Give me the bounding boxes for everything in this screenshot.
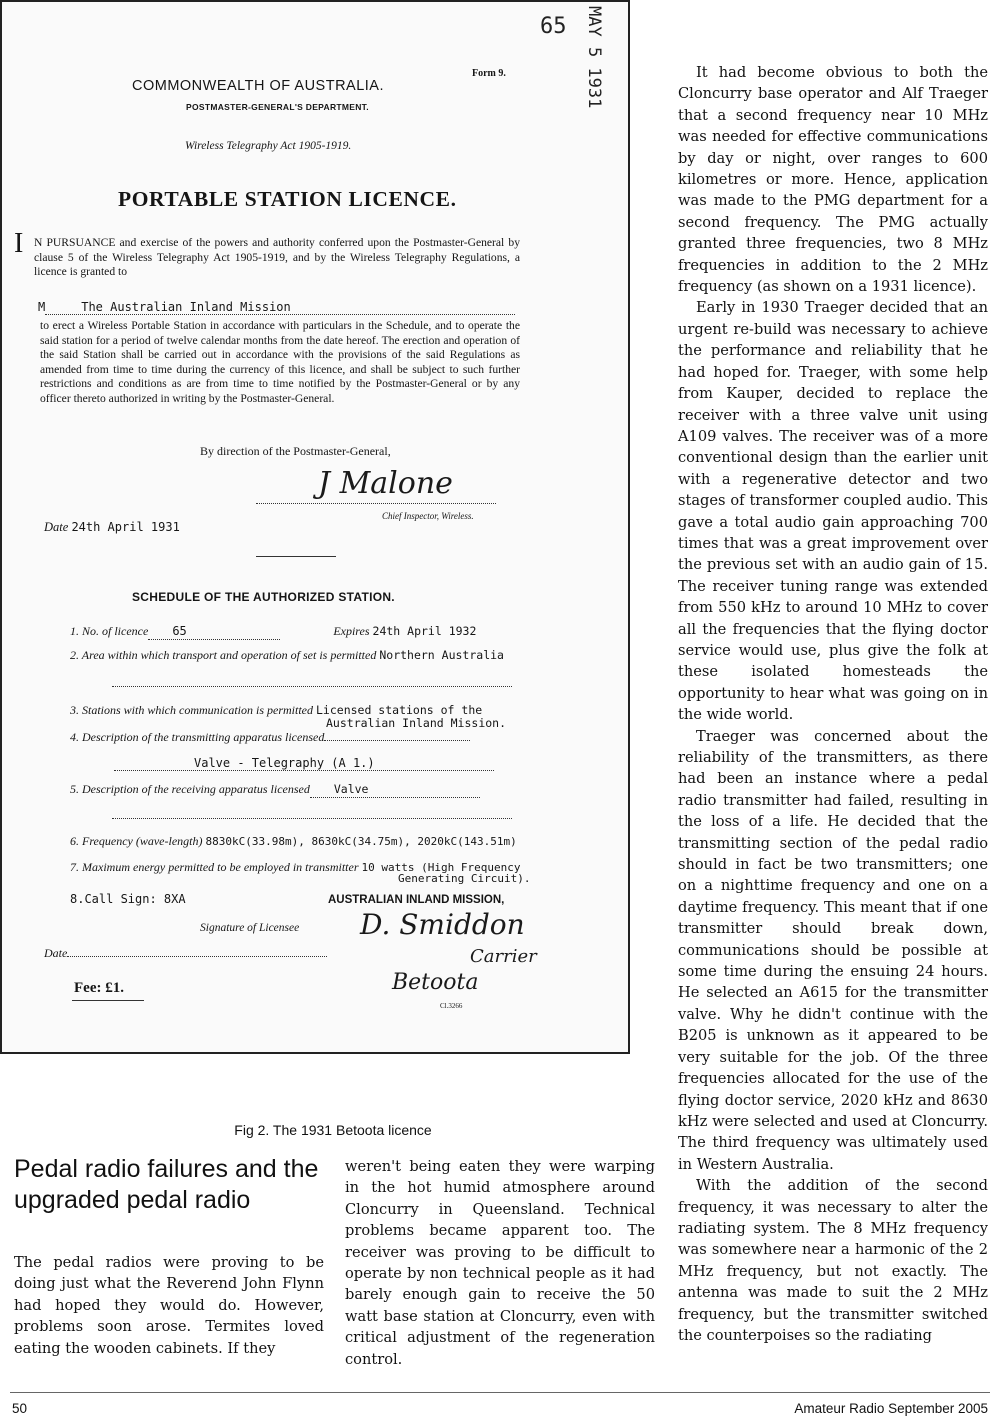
page-number: 50 — [12, 1401, 28, 1416]
grantee-prefix: M — [38, 300, 46, 314]
stamp-date: MAY 5 1931 — [584, 6, 604, 109]
intro-dropcap: I — [14, 228, 24, 259]
footer-rule — [10, 1392, 990, 1393]
s3-label: 3. Stations with which communication is permitted — [70, 703, 313, 717]
form-number: Form 9. — [472, 68, 506, 79]
s5-blank-line — [112, 818, 512, 819]
schedule-item-6 — [70, 834, 517, 849]
intro-text: N PURSUANCE and exercise of the powers and authority conferred upon the Postmaster-General by clause 5 of the Wireless Telegraphy Act 1905-1919, and by the Wireless Telegraphy Regulations, a licence is granted to — [34, 236, 520, 279]
s5-label: 5. Description of the receiving apparatus licensed — [70, 782, 310, 796]
schedule-item-5 — [70, 782, 480, 798]
department-heading: POSTMASTER-GENERAL'S DEPARTMENT. — [186, 102, 369, 112]
divider — [256, 556, 336, 557]
s4-value-row — [114, 756, 494, 771]
licence-figure — [0, 0, 630, 1054]
col2-paragraph: weren't being eaten they were warping in the hot humid atmosphere around Cloncurry in Queensland. Technical problems became apparent too. The receiver was proving to be difficult to operate by non technical people as it had barely enough gain to receive the 50 watt base station at Cloncurry, even with critical adjustment of the regeneration control. — [345, 1158, 655, 1368]
column-1 — [14, 1252, 324, 1359]
col3-paragraph-4: With the addition of the second frequency, it was necessary to alter the radiating system. The 8 MHz frequency was somewhere near a harmonic of the 2 MHz frequency, but not exactly. The antenna was made to suit the 2 MHz frequency, but the transmitter switched the counterpoises so the radiating — [678, 1177, 988, 1344]
licensee-date-field — [67, 956, 327, 957]
col3-paragraph-2: Early in 1930 Traeger decided that an urgent re-build was necessary to achieve the performance and reliability that he had hoped for. Traeger, with some help from Kauper, decided to replace the receiver with a three valve unit using A109 valves. The receiver was of a more conventional design than the earlier unit with a regenerative detector and two stages of transformer coupled audio. This gave a total audio gain approaching 700 times that was a great improvement over the previous set with an audio gain of 15. The receiver tuning range was extended from 550 kHz to around 10 MHz to cover all the frequencies that the flying doctor service would use, plus give the folk at these isolated homesteads the opportunity to hear what was going on in the wide world. — [678, 299, 988, 724]
licence-terms: to erect a Wireless Portable Station in accordance with particulars in the Schedule, and to operate the said station for a period of twelve calendar months from the date hereof. The erection and operation of the said Station shall be carried out in accordance with the provisions of the said Regulations as amended from time to time during the currency of this licence, and shall be subject to such further restrictions and conditions as are from time to time notified by the Postmaster-General or by any officer thereto authorized in writing by the Postmaster-General. — [40, 319, 520, 405]
licensee-signature-role: Carrier — [470, 946, 537, 967]
licence-date-row — [44, 520, 180, 535]
licensee-date-label: Date — [44, 946, 68, 960]
inspector-title: Chief Inspector, Wireless. — [382, 511, 474, 521]
licence-date-label: Date — [44, 520, 69, 534]
schedule-item-1 — [70, 624, 476, 640]
col1-paragraph: The pedal radios were proving to be doing just what the Reverend John Flynn had hoped they would do. However, problems soon arose. Termites loved eating the wooden cabinets. If they — [14, 1254, 324, 1357]
place-signature: Betoota — [392, 970, 479, 995]
licensee-label: Signature of Licensee — [200, 922, 300, 934]
article-headline: Pedal radio failures and the upgraded pedal radio — [14, 1155, 319, 1214]
grantee-line — [38, 300, 515, 315]
grantee-field — [45, 300, 515, 315]
schedule-item-2 — [70, 648, 504, 663]
s5-value: Valve — [333, 782, 369, 796]
licence-date-value: 24th April 1931 — [71, 520, 180, 534]
inspector-signature: J Malone — [318, 466, 453, 501]
s4-label: 4. Description of the transmitting apparatus licensed — [70, 730, 325, 744]
s7-value-1: 10 watts (High Frequency — [361, 861, 521, 874]
licensee-signature: D. Smiddon — [360, 908, 525, 941]
mission-name: AUSTRALIAN INLAND MISSION, — [328, 894, 505, 906]
direction-line: By direction of the Postmaster-General, — [200, 444, 391, 458]
s4-value: Valve - Telegraphy (A 1.) — [194, 756, 375, 770]
act-heading: Wireless Telegraphy Act 1905-1919. — [185, 140, 352, 152]
s1-value: 65 — [172, 624, 187, 638]
s2-blank-line — [112, 686, 512, 687]
place-subscript: Cl.3266 — [440, 1002, 463, 1010]
grantee-name: The Australian Inland Mission — [81, 300, 291, 314]
publication-footer: Amateur Radio September 2005 — [794, 1401, 988, 1416]
s2-value: Northern Australia — [379, 648, 504, 662]
s7-value-2: Generating Circuit). — [398, 872, 531, 885]
s1-field — [148, 624, 280, 640]
column-3 — [678, 62, 988, 1346]
s7-label: 7. Maximum energy permitted to be employed in transmitter — [70, 860, 359, 874]
col3-paragraph-3: Traeger was concerned about the reliability of the transmitters, as there had been an instance where a pedal radio transmitter had failed, resulting in the loss of a life. He decided that the transmitting section of the pedal radio should in fact be two transmitters; one on a nighttime frequency and one on a daytime frequency. This meant that if one transmitter should break down, communications should be possible at some time during the ensuing 24 hours. He selected an A615 for the transmitter valve. Why he didn't continue with the B205 is unknown as it appeared to be very suitable for the job. Of the three frequencies allocated for the use of the flying doctor service, 2020 kHz and 8630 kHz were selected and used at Cloncurry. The third frequency was ultimately used in Western Australia. — [678, 727, 988, 1173]
fee-underline — [72, 1000, 144, 1001]
s6-value: 8830kC(33.98m), 8630kC(34.75m), 2020kC(143.51m) — [205, 835, 517, 848]
s1-expires-label: Expires — [333, 624, 370, 638]
s5-field — [310, 782, 480, 798]
s1-expires-value: 24th April 1932 — [372, 624, 477, 638]
schedule-title: SCHEDULE OF THE AUTHORIZED STATION. — [132, 590, 395, 604]
call-sign: 8.Call Sign: 8XA — [70, 892, 186, 906]
s1-label: 1. No. of licence — [70, 624, 149, 638]
s3-value-2: Australian Inland Mission. — [326, 716, 507, 730]
s2-label: 2. Area within which transport and operation of set is permitted — [70, 648, 377, 662]
licence-title: PORTABLE STATION LICENCE. — [118, 187, 457, 211]
licensee-date-row — [44, 946, 327, 961]
stamp-number: 65 — [540, 14, 567, 39]
commonwealth-heading: COMMONWEALTH OF AUSTRALIA. — [132, 78, 385, 94]
fee: Fee: £1. — [74, 980, 124, 996]
s6-label: 6. Frequency (wave-length) — [70, 834, 203, 848]
s4-field — [324, 740, 470, 741]
s4-value-field — [114, 756, 494, 771]
column-2 — [345, 1156, 655, 1370]
signature-line — [256, 503, 496, 504]
figure-caption: Fig 2. The 1931 Betoota licence — [234, 1122, 432, 1138]
schedule-item-4 — [70, 730, 470, 745]
col3-paragraph-1: It had become obvious to both the Cloncurry base operator and Alf Traeger that a second frequency near 10 MHz was needed for effective communications by day or night, over ranges to 600 kilometres or more. Hence, application was made to the PMG department for a second frequency. The PMG actually granted three frequencies, two 8 MHz frequencies in addition to the 2 MHz frequency (as shown on a 1931 licence). — [678, 64, 988, 296]
s3-value-1: Licensed stations of the — [316, 703, 483, 717]
